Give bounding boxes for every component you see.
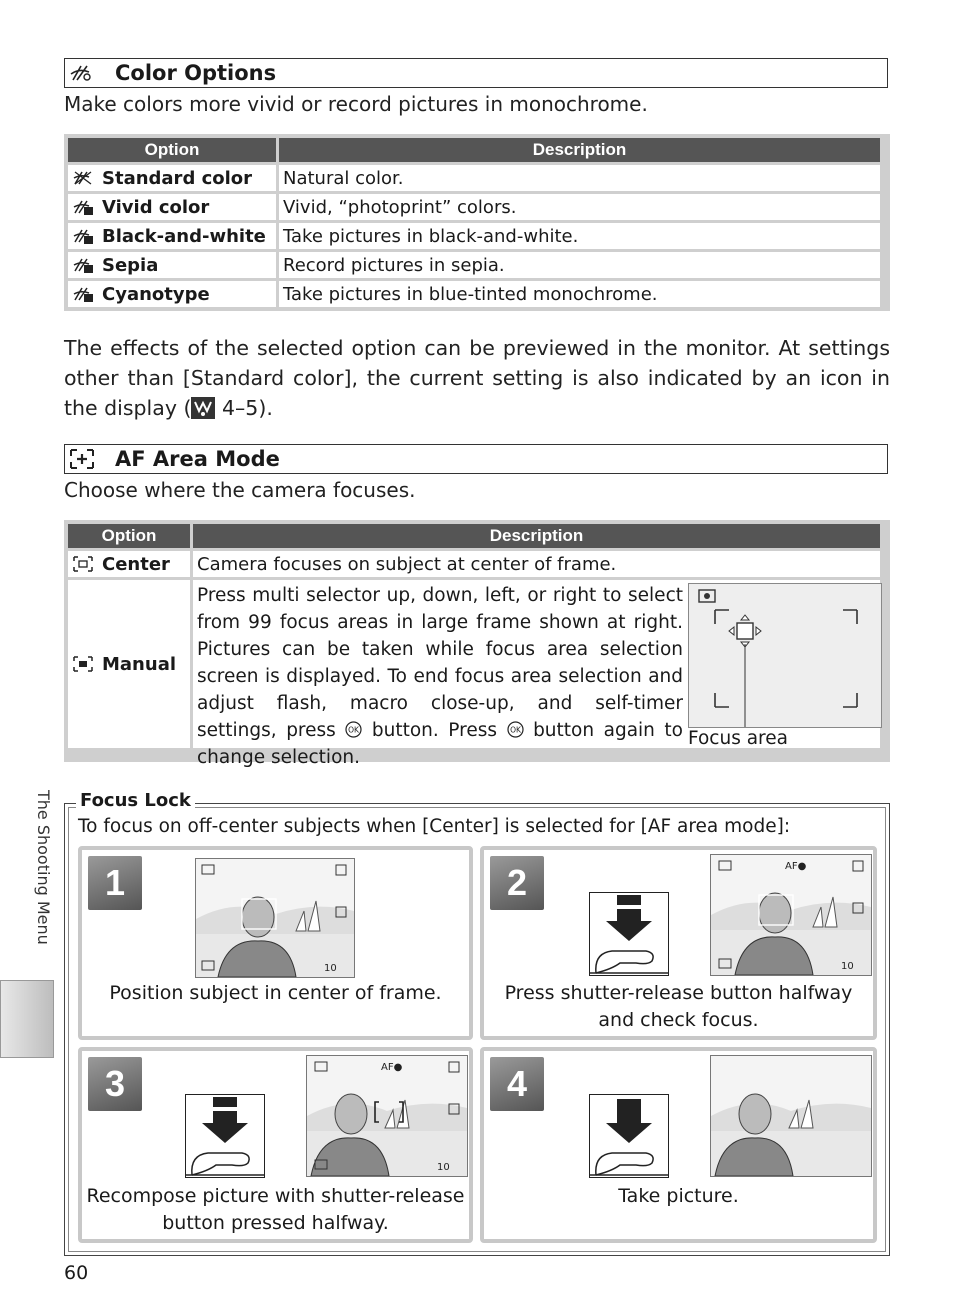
- manual-af-icon: [72, 655, 94, 673]
- step-2: [480, 846, 877, 1040]
- step-number: 2: [490, 856, 544, 910]
- manual-desc-cell: [193, 580, 880, 768]
- step-number: 3: [88, 1057, 142, 1111]
- vivid-color-icon: [72, 198, 94, 216]
- portrait-scene: [196, 859, 354, 977]
- table-row: [68, 194, 880, 220]
- color-options-note: [64, 333, 890, 423]
- svg-text:OK: OK: [509, 725, 521, 735]
- option-name: Vivid color: [102, 196, 210, 218]
- step-3: [78, 1047, 473, 1243]
- step-caption: Press shutter-release button halfway and check focus.: [504, 982, 853, 1031]
- black-and-white-icon: [72, 227, 94, 245]
- viewfinder-photo: [195, 858, 355, 978]
- step-number: 1: [88, 856, 142, 910]
- focus-area-screen: [688, 583, 882, 728]
- af-area-table: [64, 520, 890, 768]
- option-name: Cyanotype: [102, 283, 210, 305]
- col-description: Description: [193, 524, 880, 548]
- col-option: Option: [68, 524, 190, 548]
- center-af-icon: [72, 555, 94, 573]
- ok-button-icon: [345, 721, 362, 738]
- frame-count: 10: [437, 1162, 450, 1173]
- option-desc: Take pictures in blue-tinted monochrome.: [279, 281, 880, 307]
- page-number: 60: [64, 1262, 89, 1284]
- af-area-title: AF Area Mode: [115, 447, 280, 471]
- cyanotype-icon: [72, 285, 94, 303]
- captured-photo: [710, 1055, 872, 1177]
- reference-icon: [191, 397, 215, 419]
- option-name: Standard color: [102, 167, 253, 189]
- finger-full-press-icon: [590, 1095, 668, 1177]
- color-options-intro: Make colors more vivid or record pictures in monochrome.: [64, 92, 648, 116]
- svg-text:OK: OK: [348, 725, 360, 735]
- step-caption: Recompose picture with shutter-release button pressed halfway.: [86, 1185, 465, 1234]
- frame-count: 10: [841, 961, 854, 972]
- option-name: Manual: [102, 653, 177, 675]
- frame-count: 10: [324, 963, 337, 974]
- viewfinder-photo: [710, 854, 872, 976]
- color-options-header: [64, 58, 888, 88]
- focus-lock-title: Focus Lock: [76, 790, 195, 811]
- color-options-icon: [69, 62, 95, 84]
- viewfinder-photo: [306, 1055, 468, 1177]
- af-area-header: [64, 444, 888, 474]
- af-indicator: AF●: [785, 861, 807, 872]
- finger-half-press-icon: [186, 1095, 264, 1177]
- sidebar-label: The Shooting Menu: [34, 790, 53, 945]
- step-caption: Position subject in center of frame.: [109, 982, 442, 1004]
- portrait-scene: [711, 855, 871, 975]
- option-desc: Camera focuses on subject at center of frame.: [193, 551, 880, 577]
- portrait-scene-final: [711, 1056, 871, 1176]
- af-indicator: AF●: [381, 1062, 403, 1073]
- option-desc: Record pictures in sepia.: [279, 252, 880, 278]
- shutter-press-full: [589, 1094, 669, 1178]
- standard-color-icon: [72, 169, 94, 187]
- step-4: [480, 1047, 877, 1243]
- focus-area-label: Focus area: [688, 728, 788, 749]
- option-desc: Take pictures in black-and-white.: [279, 223, 880, 249]
- shutter-press-half: [185, 1094, 265, 1178]
- shutter-press-half: [589, 892, 669, 976]
- table-row: [68, 165, 880, 191]
- option-name: Sepia: [102, 254, 159, 276]
- col-description: Description: [279, 138, 880, 162]
- option-desc: Natural color.: [279, 165, 880, 191]
- step-1: [78, 846, 473, 1040]
- focus-lock-intro: To focus on off-center subjects when [Center] is selected for [AF area mode]:: [78, 816, 791, 837]
- table-row: [68, 223, 880, 249]
- note-text: The effects of the selected option can be previewed in the monitor. At settings other than [Standard color], the current setting is also indicated by an icon in the display (: [64, 336, 890, 420]
- option-name: Center: [102, 553, 170, 575]
- table-row: [68, 252, 880, 278]
- step-caption: Take picture.: [618, 1185, 739, 1207]
- af-area-intro: Choose where the camera focuses.: [64, 478, 416, 502]
- sidebar-tab: [0, 980, 54, 1058]
- manual-desc: Press multi selector up, down, left, or right to select from 99 focus areas in large frame shown at right. Pictures can be taken while focus area selection screen is displayed. To end focus area selection and adjust flash, macro close-up, and self-timer settings, press OK button. Press OK button again to change selection.: [197, 585, 684, 768]
- color-options-title: Color Options: [115, 61, 277, 85]
- finger-half-press-icon: [590, 893, 668, 975]
- table-row: [68, 281, 880, 307]
- step-number: 4: [490, 1057, 544, 1111]
- col-option: Option: [68, 138, 276, 162]
- note-ref: 4–5).: [215, 396, 273, 420]
- option-desc: Vivid, “photoprint” colors.: [279, 194, 880, 220]
- portrait-scene-recomposed: [307, 1056, 467, 1176]
- ok-button-icon: [507, 721, 524, 738]
- focus-area-diagram: [689, 584, 881, 727]
- sepia-icon: [72, 256, 94, 274]
- table-row: [68, 580, 880, 748]
- af-area-icon: [69, 448, 95, 470]
- color-options-table: [64, 134, 890, 311]
- option-name: Black-and-white: [102, 225, 266, 247]
- table-row: [68, 551, 880, 577]
